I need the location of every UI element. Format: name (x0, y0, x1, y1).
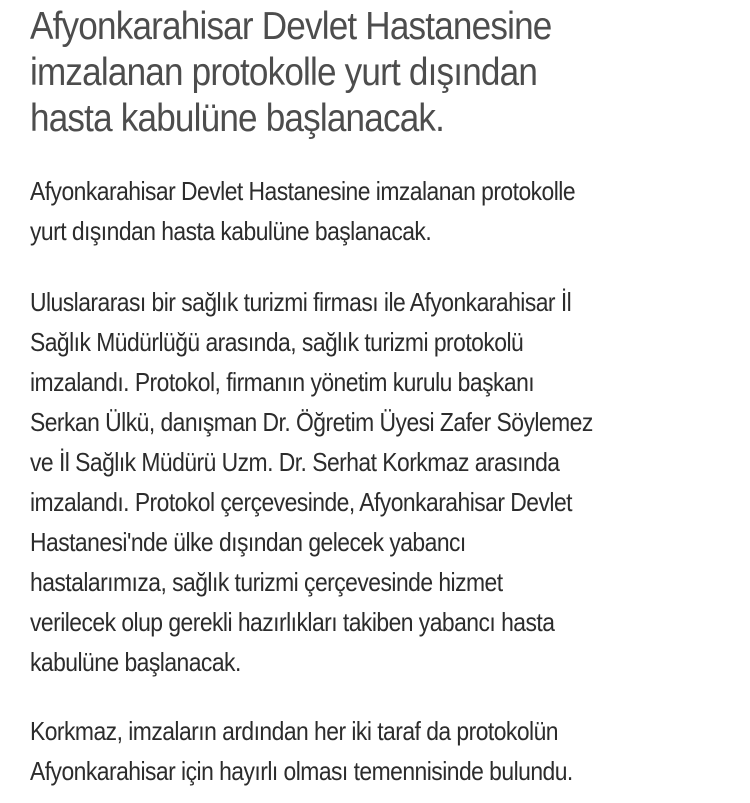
paragraph-line: Korkmaz, imzaların ardından her iki taraf da protokolün (30, 716, 558, 746)
paragraph-line: Afyonkarahisar için hayırlı olması temennisinde bulundu. (30, 756, 573, 786)
paragraph-line: verilecek olup gerekli hazırlıkları takiben yabancı hasta (30, 607, 555, 637)
paragraph-line: Sağlık Müdürlüğü arasında, sağlık turizmi protokolü (30, 327, 524, 357)
paragraph-line: imzalandı. Protokol çerçevesinde, Afyonkarahisar Devlet (30, 487, 572, 517)
paragraph-line: hastalarımıza, sağlık turizmi çerçevesinde hizmet (30, 567, 503, 597)
article-title-line: hasta kabulüne başlanacak. (30, 97, 445, 140)
paragraph-line: Hastanesi'nde ülke dışından gelecek yabancı (30, 527, 466, 557)
paragraph-line: kabulüne başlanacak. (30, 647, 241, 677)
article-lead-paragraph (30, 171, 734, 251)
paragraph-line: Uluslararası bir sağlık turizmi firması ile Afyonkarahisar İl (30, 287, 572, 317)
paragraph-line: Serkan Ülkü, danışman Dr. Öğretim Üyesi Zafer Söylemez (30, 407, 593, 437)
paragraph-line: yurt dışından hasta kabulüne başlanacak. (30, 216, 432, 246)
article-closing-paragraph (30, 711, 734, 791)
paragraph-line: imzalandı. Protokol, firmanın yönetim kurulu başkanı (30, 367, 535, 397)
paragraph-line: Afyonkarahisar Devlet Hastanesine imzalanan protokolle (30, 176, 576, 206)
article-title-line: Afyonkarahisar Devlet Hastanesine (30, 5, 552, 48)
article-title-line: imzalanan protokolle yurt dışından (30, 51, 538, 94)
article-body-paragraph (30, 282, 734, 682)
article-title (30, 4, 732, 142)
paragraph-line: ve İl Sağlık Müdürü Uzm. Dr. Serhat Korkmaz arasında (30, 447, 560, 477)
article (30, 0, 735, 786)
